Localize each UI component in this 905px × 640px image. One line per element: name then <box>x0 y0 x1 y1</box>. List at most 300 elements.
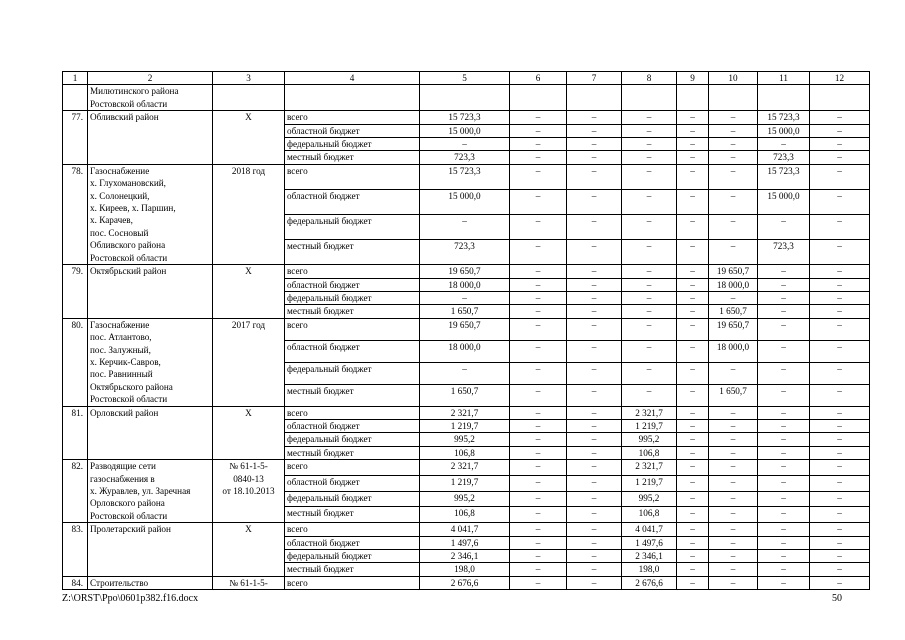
amount-cell: 2 321,7 <box>420 406 510 419</box>
amount-cell: – <box>510 124 567 137</box>
amount-cell: – <box>709 419 758 432</box>
amount-cell: – <box>677 576 709 589</box>
amount-cell: – <box>622 265 677 278</box>
amount-cell: – <box>510 475 567 491</box>
amount-cell: – <box>810 507 870 523</box>
amount-cell <box>567 85 622 111</box>
budget-source: федеральный бюджет <box>285 362 420 384</box>
amount-cell: – <box>810 563 870 576</box>
item-name-line: Октябрьского района <box>90 381 173 392</box>
item-name-line: Орловский район <box>90 407 159 418</box>
item-name <box>88 460 213 523</box>
amount-cell: – <box>709 475 758 491</box>
item-name-line: Милютинского района <box>90 86 179 97</box>
item-date-line: Х <box>245 524 252 535</box>
amount-cell: – <box>510 138 567 151</box>
item-number: 84. <box>63 576 88 589</box>
amount-cell: – <box>677 523 709 536</box>
item-name-line: пос. Залужный, <box>90 344 151 355</box>
item-name-line: Ростовской области <box>90 98 168 109</box>
item-number: 77. <box>63 111 88 165</box>
amount-cell: – <box>709 362 758 384</box>
amount-cell: – <box>510 111 567 124</box>
amount-cell: – <box>510 265 567 278</box>
amount-cell: – <box>758 138 810 151</box>
amount-cell <box>810 85 870 111</box>
column-number: 8 <box>622 72 677 85</box>
amount-cell: 4 041,7 <box>420 523 510 536</box>
amount-cell <box>677 85 709 111</box>
amount-cell: – <box>709 240 758 265</box>
amount-cell: – <box>567 214 622 239</box>
column-number: 2 <box>88 72 213 85</box>
item-name-line: пос. Сосновый <box>90 227 149 238</box>
amount-cell <box>758 85 810 111</box>
amount-cell: – <box>567 151 622 164</box>
amount-cell: – <box>709 523 758 536</box>
item-date <box>213 460 285 523</box>
amount-cell: – <box>567 507 622 523</box>
amount-cell: 106,8 <box>622 507 677 523</box>
amount-cell: – <box>758 340 810 362</box>
amount-cell: – <box>758 305 810 318</box>
amount-cell: – <box>622 124 677 137</box>
item-name-line: х. Киреев, х. Паршин, <box>90 203 176 214</box>
budget-source: местный бюджет <box>285 563 420 576</box>
amount-cell: – <box>677 138 709 151</box>
column-number: 3 <box>213 72 285 85</box>
amount-cell: – <box>758 536 810 549</box>
amount-cell: – <box>622 189 677 214</box>
item-name-line: Разводящие сети <box>90 461 156 472</box>
amount-cell: 1 497,6 <box>420 536 510 549</box>
budget-source: федеральный бюджет <box>285 433 420 446</box>
amount-cell: – <box>622 305 677 318</box>
item-number: 78. <box>63 164 88 264</box>
budget-source: областной бюджет <box>285 419 420 432</box>
amount-cell: – <box>677 384 709 406</box>
amount-cell: – <box>677 214 709 239</box>
item-date <box>213 111 285 165</box>
amount-cell: – <box>510 536 567 549</box>
budget-source: областной бюджет <box>285 124 420 137</box>
amount-cell: – <box>810 138 870 151</box>
amount-cell: – <box>510 563 567 576</box>
amount-cell: 4 041,7 <box>622 523 677 536</box>
amount-cell: 1 497,6 <box>622 536 677 549</box>
item-name-line: Орловского района <box>90 498 165 509</box>
amount-cell: – <box>810 111 870 124</box>
amount-cell: – <box>677 507 709 523</box>
amount-cell: – <box>709 491 758 507</box>
item-date-line: 0840-13 <box>233 473 264 484</box>
amount-cell: – <box>810 419 870 432</box>
amount-cell: – <box>567 446 622 459</box>
amount-cell: 1 219,7 <box>420 475 510 491</box>
amount-cell: – <box>567 406 622 419</box>
amount-cell: – <box>709 124 758 137</box>
budget-source: всего <box>285 460 420 476</box>
amount-cell: – <box>567 291 622 304</box>
amount-cell: – <box>677 446 709 459</box>
item-name-line: х. Керчик-Савров, <box>90 356 161 367</box>
amount-cell <box>510 85 567 111</box>
amount-cell: 1 219,7 <box>622 419 677 432</box>
amount-cell: 2 321,7 <box>622 406 677 419</box>
column-number: 6 <box>510 72 567 85</box>
amount-cell: – <box>677 406 709 419</box>
budget-source: областной бюджет <box>285 536 420 549</box>
amount-cell: – <box>510 523 567 536</box>
amount-cell: 1 650,7 <box>420 305 510 318</box>
amount-cell: – <box>810 124 870 137</box>
column-number: 7 <box>567 72 622 85</box>
item-name-line: х. Карачев, <box>90 215 133 226</box>
amount-cell: – <box>510 164 567 189</box>
item-name <box>88 85 213 111</box>
amount-cell: – <box>758 433 810 446</box>
amount-cell: 198,0 <box>622 563 677 576</box>
item-date <box>213 164 285 264</box>
amount-cell: – <box>758 563 810 576</box>
amount-cell <box>622 85 677 111</box>
item-number: 81. <box>63 406 88 460</box>
column-number: 1 <box>63 72 88 85</box>
amount-cell: – <box>622 164 677 189</box>
table-row <box>63 265 870 278</box>
item-name <box>88 164 213 264</box>
budget-source: всего <box>285 265 420 278</box>
amount-cell: 2 346,1 <box>622 550 677 563</box>
amount-cell: – <box>567 278 622 291</box>
item-name-line: Газоснабжение <box>90 319 150 330</box>
amount-cell: – <box>510 214 567 239</box>
amount-cell: 1 219,7 <box>420 419 510 432</box>
column-number: 10 <box>709 72 758 85</box>
amount-cell: – <box>677 318 709 340</box>
amount-cell: 1 219,7 <box>622 475 677 491</box>
budget-source: местный бюджет <box>285 151 420 164</box>
item-date-line: Х <box>245 266 252 277</box>
amount-cell: 15 723,3 <box>420 111 510 124</box>
item-name-line: х. Журавлев, ул. Заречная <box>90 486 191 496</box>
table-row <box>63 318 870 340</box>
item-name-line: Октябрьский район <box>90 266 167 277</box>
item-name <box>88 265 213 319</box>
amount-cell: – <box>810 475 870 491</box>
amount-cell: – <box>420 362 510 384</box>
amount-cell: – <box>758 419 810 432</box>
amount-cell: – <box>567 419 622 432</box>
amount-cell: – <box>567 460 622 476</box>
amount-cell: 198,0 <box>420 563 510 576</box>
budget-source <box>285 85 420 111</box>
amount-cell: 15 000,0 <box>420 189 510 214</box>
amount-cell: – <box>810 305 870 318</box>
budget-source: местный бюджет <box>285 507 420 523</box>
item-name-line: Ростовской области <box>90 252 168 263</box>
amount-cell: 2 676,6 <box>622 576 677 589</box>
amount-cell: – <box>510 550 567 563</box>
amount-cell: – <box>810 576 870 589</box>
amount-cell: 18 000,0 <box>709 278 758 291</box>
table-row <box>63 576 870 589</box>
amount-cell: – <box>510 189 567 214</box>
amount-cell: – <box>510 240 567 265</box>
amount-cell: – <box>810 189 870 214</box>
amount-cell: – <box>567 138 622 151</box>
amount-cell: – <box>622 214 677 239</box>
amount-cell: 1 650,7 <box>709 384 758 406</box>
budget-source: всего <box>285 406 420 419</box>
budget-source: местный бюджет <box>285 305 420 318</box>
item-name-line: Ростовской области <box>90 510 168 521</box>
amount-cell <box>709 85 758 111</box>
amount-cell: 19 650,7 <box>709 318 758 340</box>
table-row <box>63 85 870 111</box>
amount-cell: – <box>709 550 758 563</box>
item-name-line: Строительство <box>90 577 149 588</box>
item-name-line: Пролетарский район <box>90 524 171 535</box>
amount-cell: – <box>510 151 567 164</box>
amount-cell: – <box>567 340 622 362</box>
amount-cell: – <box>677 305 709 318</box>
budget-source: всего <box>285 576 420 589</box>
amount-cell: 995,2 <box>622 433 677 446</box>
amount-cell: – <box>677 340 709 362</box>
file-path: Z:\ORST\Ppo\0601p382.f16.docx <box>62 593 199 604</box>
amount-cell: 15 000,0 <box>758 189 810 214</box>
item-name-line: Обливского района <box>90 240 166 251</box>
amount-cell: – <box>510 446 567 459</box>
amount-cell: 723,3 <box>758 240 810 265</box>
amount-cell: 2 676,6 <box>420 576 510 589</box>
item-date-line: Х <box>245 112 252 123</box>
amount-cell: – <box>677 362 709 384</box>
amount-cell: – <box>709 214 758 239</box>
amount-cell: – <box>709 406 758 419</box>
amount-cell: – <box>567 124 622 137</box>
amount-cell: 15 723,3 <box>758 164 810 189</box>
amount-cell: – <box>510 340 567 362</box>
amount-cell: – <box>810 318 870 340</box>
amount-cell: – <box>810 340 870 362</box>
budget-source: всего <box>285 318 420 340</box>
amount-cell: – <box>677 124 709 137</box>
amount-cell: 2 321,7 <box>622 460 677 476</box>
amount-cell: 18 000,0 <box>420 340 510 362</box>
amount-cell: – <box>709 446 758 459</box>
amount-cell: – <box>677 189 709 214</box>
item-name-line: х. Солонецкий, <box>90 190 150 201</box>
budget-source: всего <box>285 111 420 124</box>
item-number: 79. <box>63 265 88 319</box>
amount-cell: – <box>510 305 567 318</box>
amount-cell: 995,2 <box>420 491 510 507</box>
amount-cell: – <box>567 240 622 265</box>
amount-cell: – <box>622 151 677 164</box>
item-number <box>63 85 88 111</box>
budget-source: федеральный бюджет <box>285 214 420 239</box>
amount-cell: 106,8 <box>420 446 510 459</box>
amount-cell: – <box>709 151 758 164</box>
amount-cell: – <box>567 536 622 549</box>
amount-cell: – <box>810 491 870 507</box>
amount-cell: – <box>510 419 567 432</box>
item-date <box>213 523 285 577</box>
amount-cell: – <box>510 576 567 589</box>
item-date-line: Х <box>245 407 252 418</box>
amount-cell: – <box>677 491 709 507</box>
amount-cell: – <box>709 138 758 151</box>
amount-cell: – <box>810 151 870 164</box>
amount-cell: – <box>758 265 810 278</box>
amount-cell: – <box>677 164 709 189</box>
item-name <box>88 523 213 577</box>
amount-cell: – <box>622 384 677 406</box>
amount-cell: 2 346,1 <box>420 550 510 563</box>
amount-cell: – <box>420 291 510 304</box>
amount-cell: – <box>677 151 709 164</box>
budget-source: местный бюджет <box>285 240 420 265</box>
amount-cell: – <box>567 265 622 278</box>
amount-cell: – <box>622 240 677 265</box>
amount-cell: – <box>567 318 622 340</box>
amount-cell: 19 650,7 <box>420 265 510 278</box>
amount-cell: – <box>709 460 758 476</box>
amount-cell: – <box>420 214 510 239</box>
amount-cell: 2 321,7 <box>420 460 510 476</box>
amount-cell <box>420 85 510 111</box>
amount-cell: – <box>810 384 870 406</box>
amount-cell: 15 000,0 <box>758 124 810 137</box>
amount-cell: – <box>709 189 758 214</box>
amount-cell: – <box>510 362 567 384</box>
amount-cell: – <box>709 291 758 304</box>
amount-cell: – <box>810 214 870 239</box>
table-row <box>63 406 870 419</box>
item-number: 83. <box>63 523 88 577</box>
budget-source: областной бюджет <box>285 340 420 362</box>
amount-cell: 15 723,3 <box>420 164 510 189</box>
amount-cell: – <box>420 138 510 151</box>
amount-cell: 723,3 <box>420 151 510 164</box>
budget-source: федеральный бюджет <box>285 550 420 563</box>
amount-cell: – <box>758 384 810 406</box>
amount-cell: 15 000,0 <box>420 124 510 137</box>
amount-cell: – <box>758 523 810 536</box>
amount-cell: – <box>810 240 870 265</box>
amount-cell: – <box>677 536 709 549</box>
amount-cell: – <box>709 111 758 124</box>
amount-cell: – <box>810 291 870 304</box>
amount-cell: – <box>510 318 567 340</box>
item-number: 82. <box>63 460 88 523</box>
amount-cell: – <box>567 305 622 318</box>
amount-cell: 106,8 <box>622 446 677 459</box>
budget-source: федеральный бюджет <box>285 491 420 507</box>
amount-cell: – <box>510 507 567 523</box>
amount-cell: – <box>758 214 810 239</box>
amount-cell: – <box>677 291 709 304</box>
amount-cell: – <box>677 475 709 491</box>
amount-cell: 1 650,7 <box>709 305 758 318</box>
item-date-line: 2017 год <box>231 319 266 330</box>
budget-source: федеральный бюджет <box>285 291 420 304</box>
item-name-line: Газоснабжение <box>90 165 150 176</box>
amount-cell: – <box>758 550 810 563</box>
column-number: 4 <box>285 72 420 85</box>
table-row <box>63 523 870 536</box>
amount-cell: – <box>810 265 870 278</box>
budget-source: федеральный бюджет <box>285 138 420 151</box>
amount-cell: – <box>510 460 567 476</box>
column-number: 11 <box>758 72 810 85</box>
amount-cell: – <box>567 362 622 384</box>
amount-cell: 995,2 <box>420 433 510 446</box>
amount-cell: – <box>677 460 709 476</box>
amount-cell: – <box>758 406 810 419</box>
amount-cell: – <box>709 536 758 549</box>
item-date <box>213 318 285 406</box>
amount-cell: – <box>510 278 567 291</box>
amount-cell: – <box>677 433 709 446</box>
table-row <box>63 111 870 124</box>
budget-source: местный бюджет <box>285 446 420 459</box>
amount-cell: 19 650,7 <box>709 265 758 278</box>
amount-cell: – <box>810 278 870 291</box>
item-date <box>213 265 285 319</box>
amount-cell: – <box>622 111 677 124</box>
amount-cell: – <box>677 278 709 291</box>
column-number: 5 <box>420 72 510 85</box>
amount-cell: – <box>567 111 622 124</box>
amount-cell: – <box>677 111 709 124</box>
amount-cell: – <box>567 189 622 214</box>
item-name-line: Ростовской области <box>90 394 168 405</box>
item-name <box>88 406 213 460</box>
amount-cell: – <box>567 491 622 507</box>
item-date-line: № 61-1-5- <box>229 461 268 472</box>
amount-cell: – <box>677 419 709 432</box>
amount-cell: – <box>758 576 810 589</box>
column-number-row <box>63 72 870 85</box>
item-date-line: 2018 год <box>231 165 266 176</box>
amount-cell: – <box>567 550 622 563</box>
table-row <box>63 460 870 476</box>
amount-cell: – <box>567 433 622 446</box>
table-row <box>63 164 870 189</box>
amount-cell: – <box>567 576 622 589</box>
amount-cell: – <box>622 318 677 340</box>
amount-cell: – <box>709 563 758 576</box>
item-name-line: пос. Равнинный <box>90 369 153 380</box>
amount-cell: 106,8 <box>420 507 510 523</box>
amount-cell: 723,3 <box>758 151 810 164</box>
item-date <box>213 85 285 111</box>
amount-cell: – <box>677 550 709 563</box>
budget-source: областной бюджет <box>285 475 420 491</box>
amount-cell: – <box>622 362 677 384</box>
amount-cell: – <box>758 291 810 304</box>
amount-cell: 19 650,7 <box>420 318 510 340</box>
amount-cell: – <box>567 475 622 491</box>
amount-cell: – <box>622 340 677 362</box>
amount-cell: 18 000,0 <box>420 278 510 291</box>
item-number: 80. <box>63 318 88 406</box>
budget-table <box>62 71 870 590</box>
amount-cell: – <box>810 362 870 384</box>
